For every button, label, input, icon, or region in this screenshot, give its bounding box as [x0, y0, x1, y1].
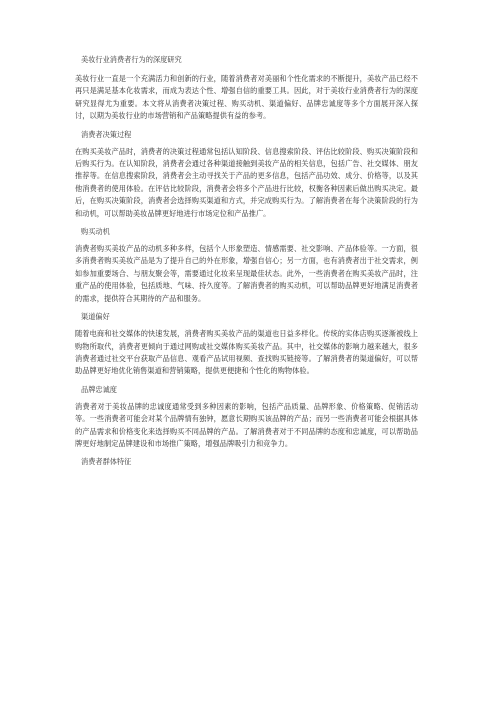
section-heading-consumer-groups: 消费者群体特征 — [81, 457, 132, 467]
section-heading-brand-loyalty: 品牌忠诚度 — [81, 384, 117, 394]
section-heading-purchase-motivation: 购买动机 — [81, 227, 110, 237]
section-body-decision-process: 在购买美妆产品时，消费者的决策过程通常包括认知阶段、信息搜索阶段、评估比较阶段、购买决策阶段和后购买行为。在认知阶段，消费者会通过各种渠道接触到美妆产品的相关信息，包括广告、社交媒体、朋友推荐等。在信息搜索阶段，消费者会主动寻找关于产品的更多信息，包括产品功效、成分、价格等，以及其他消费者的使用体验。在评估比较阶段，消费者会将多个产品进行比较，权衡各种因素后做出购买决定。最后，在购买决策阶段，消费者会选择购买渠道和方式，并完成购买行为。了解消费者在每个决策阶段的行为和动机，可以帮助美妆品牌更好地进行市场定位和产品推广。 — [75, 146, 418, 218]
intro-paragraph: 美妆行业一直是一个充满活力和创新的行业，随着消费者对美丽和个性化需求的不断提升，美妆产品已经不再只是满足基本化妆需求，而成为表达个性、增强自信的重要工具。因此，对于美妆行业消费者行为的深度研究显得尤为重要。本文将从消费者决策过程、购买动机、渠道偏好、品牌忠诚度等多个方面展开深入探讨，以期为美妆行业的市场营销和产品策略提供有益的参考。 — [75, 74, 418, 121]
section-body-purchase-motivation: 消费者购买美妆产品的动机多种多样，包括个人形象塑造、情感需要、社交影响、产品体验等。一方面，很多消费者购买美妆产品是为了提升自己的外在形象，增强自信心；另一方面，也有消费者出于社交需求，例如参加重要场合、与朋友聚会等，需要通过化妆来呈现最佳状态。此外，一些消费者在购买美妆产品时，注重产品的使用体验，包括质地、气味、持久度等。了解消费者的购买动机，可以帮助品牌更好地满足消费者的需求，提供符合其期待的产品和服务。 — [75, 244, 418, 303]
section-heading-decision-process: 消费者决策过程 — [81, 129, 132, 139]
document-page — [75, 55, 418, 473]
section-body-brand-loyalty: 消费者对于美妆品牌的忠诚度通常受到多种因素的影响，包括产品质量、品牌形象、价格策略、促销活动等。一些消费者可能会对某个品牌情有独钟，愿意长期购买该品牌的产品；而另一些消费者可能会根据具体的产品需求和价格变化来选择购买不同品牌的产品。了解消费者对于不同品牌的态度和忠诚度，可以帮助品牌更好地制定品牌建设和市场推广策略，增强品牌吸引力和竞争力。 — [75, 401, 418, 448]
section-body-channel-preference: 随着电商和社交媒体的快速发展，消费者购买美妆产品的渠道也日益多样化。传统的实体店购买逐渐被线上购物所取代，消费者更倾向于通过网购或社交媒体购买美妆产品。其中，社交媒体的影响力越来越大，很多消费者通过社交平台获取产品信息、观看产品试用视频、查找购买链接等。了解消费者的渠道偏好，可以帮助品牌更好地优化销售渠道和营销策略，提供更便捷和个性化的购物体验。 — [75, 329, 418, 376]
section-heading-channel-preference: 渠道偏好 — [81, 312, 110, 322]
document-title: 美妆行业消费者行为的深度研究 — [81, 55, 182, 64]
